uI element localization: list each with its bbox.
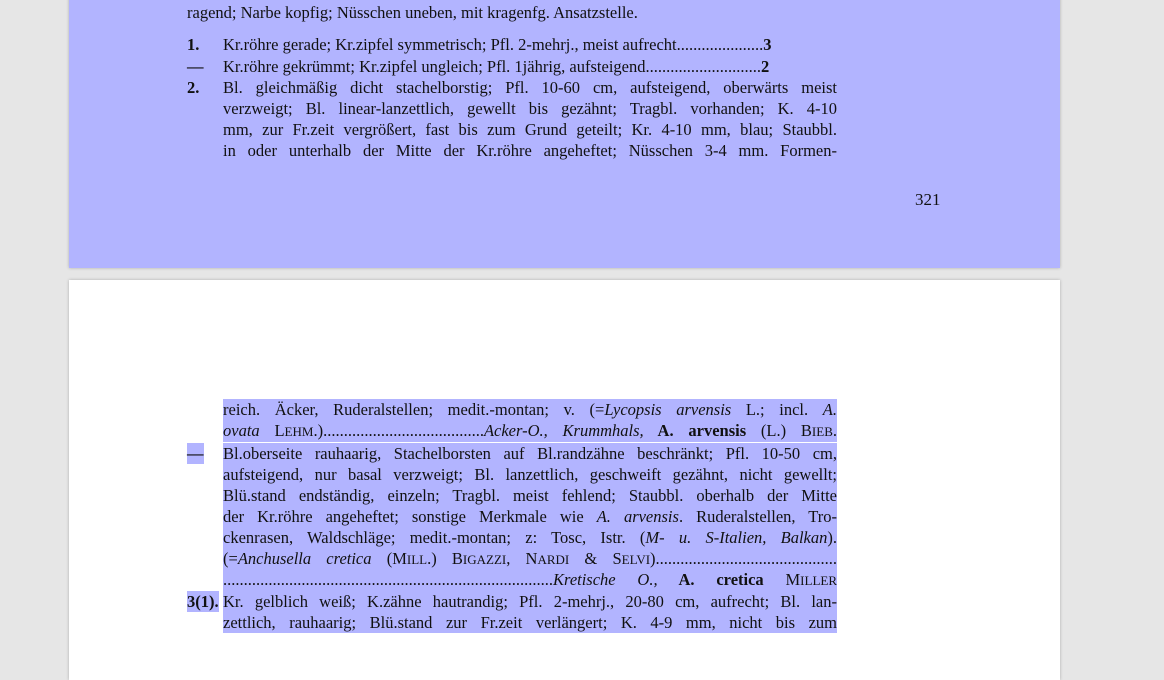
page-number-row [69,189,1060,210]
text-line [69,2,1060,23]
text-line [69,119,1060,140]
key-dash: — [187,444,204,463]
key-text-line: der Kr.röhre angeheftet; sonstige Merkmale wie A. arvensis. Ruderalstellen, Tro- [223,507,837,526]
key-number: 2. [187,78,200,97]
text-line [69,464,1060,485]
key-entry-2-alt [69,443,1060,464]
text-line [69,420,1060,441]
key-number: 1. [187,35,200,54]
key-text-line: in oder unterhalb der Mitte der Kr.röhre angeheftet; Nüsschen 3-4 mm. Formen- [223,141,837,160]
key-text-line: zettlich, rauhaarig; Blü.stand zur Fr.zeit verlängert; K. 4-9 mm, nicht bis zum [223,613,837,632]
text-line-content: ragend; Narbe kopfig; Nüsschen uneben, mit kragenfg. Ansatzstelle. [187,3,638,22]
key-text-line: ovata LEHM.).......................................Acker-O., Krummhals, A. arvensis (L.) BIEB. [223,421,837,440]
document-page-322 [69,280,1060,680]
document-page-321 [69,0,1060,268]
key-text-line: (=Anchusella cretica (MILL.) BIGAZZI, NARDI & SELVI)............................................ [223,549,837,568]
key-number: 3(1). [187,592,219,611]
key-text-line: ckenrasen, Waldschläge; medit.-montan; z: Tosc, Istr. (M- u. S-Italien, Balkan). [223,528,837,547]
key-entry-1 [69,34,1060,55]
key-dash: — [187,57,204,76]
key-entry-2 [69,77,1060,98]
text-line [69,140,1060,161]
key-entry-1-alt [69,56,1060,77]
key-text-line: ................................................................................Kretische O., A. cretica MILLER [223,570,837,589]
key-text-line: Kr. gelblich weiß; K.zähne hautrandig; Pfl. 2-mehrj., 20-80 cm, aufrecht; Bl. lan- [223,592,837,611]
text-line [69,399,1060,420]
key-entry-3 [69,591,1060,612]
page-number: 321 [915,190,941,209]
key-text-line: verzweigt; Bl. linear-lanzettlich, gewellt bis gezähnt; Tragbl. vorhanden; K. 4-10 [223,99,837,118]
text-line [69,548,1060,569]
key-text-line: mm, zur Fr.zeit vergrößert, fast bis zum Grund geteilt; Kr. 4-10 mm, blau; Staubbl. [223,120,837,139]
key-text-line: aufsteigend, nur basal verzweigt; Bl. lanzettlich, geschweift gezähnt, nicht gewellt; [223,465,837,484]
key-text-line: Blü.stand endständig, einzeln; Tragbl. meist fehlend; Staubbl. oberhalb der Mitte [223,486,837,505]
key-text-line: Bl.oberseite rauhaarig, Stachelborsten auf Bl.randzähne beschränkt; Pfl. 10-50 cm, [223,444,837,463]
text-line [69,506,1060,527]
key-text: Kr.röhre gerade; Kr.zipfel symmetrisch; Pfl. 2-mehrj., meist aufrecht.....................3 [223,35,772,54]
text-line [69,612,1060,633]
key-text: Kr.röhre gekrümmt; Kr.zipfel ungleich; Pfl. 1jährig, aufsteigend............................2 [223,57,770,76]
key-text-line: Bl. gleichmäßig dicht stachelborstig; Pfl. 10-60 cm, aufsteigend, oberwärts meist [223,78,837,97]
key-text-line: reich. Äcker, Ruderalstellen; medit.-montan; v. (=Lycopsis arvensis L.; incl. A. [223,400,837,419]
text-line [69,485,1060,506]
text-line [69,98,1060,119]
text-line [69,569,1060,590]
text-line [69,527,1060,548]
